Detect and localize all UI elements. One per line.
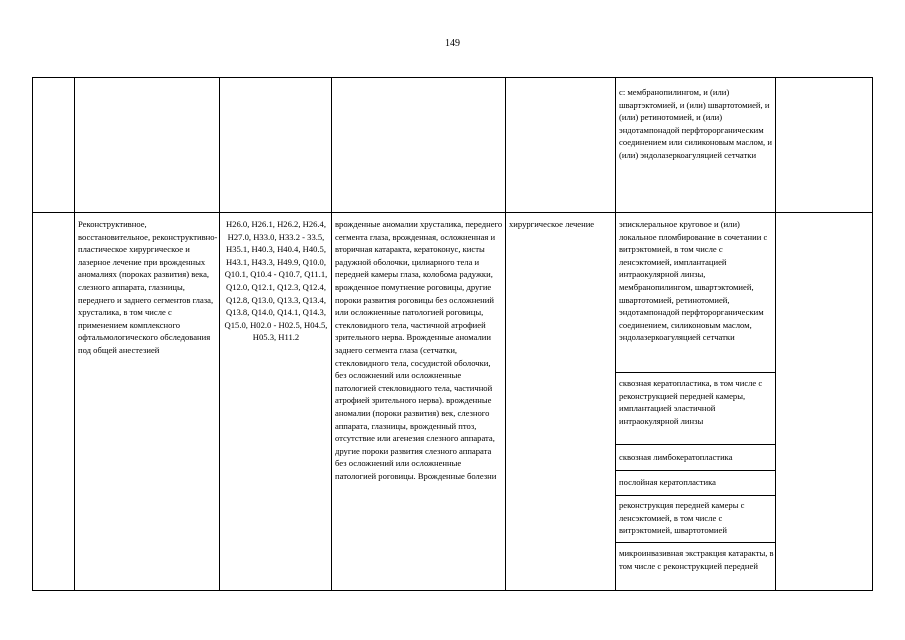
col-border bbox=[331, 77, 332, 591]
col-border bbox=[74, 77, 75, 591]
row2-name-cell: Реконструктивное, восстановительное, реконструктивно-пластическое хирургическое и лазерное лечение при врожденных аномалиях (пороках развития) века, слезного аппарата, глазницы, переднего и заднего сегментов глаза, хрусталика, в том числе с применением комплексного офтальмологического обследования под общей анестезией bbox=[78, 219, 218, 355]
col-border bbox=[505, 77, 506, 591]
row2-method-5: реконструкция передней камеры с ленсэктомией, в том числе с витрэктомией, швартотомией bbox=[619, 500, 745, 536]
method-separator bbox=[615, 372, 775, 373]
method-separator bbox=[615, 470, 775, 471]
table-top-border bbox=[32, 77, 873, 78]
page-number: 149 bbox=[445, 38, 460, 49]
col-border bbox=[32, 77, 33, 591]
row2-method-4: послойная кератопластика bbox=[619, 477, 716, 487]
col-border bbox=[775, 77, 776, 591]
row2-method-2: сквозная кератопластика, в том числе с реконструкцией передней камеры, имплантацией эластичной интраокулярной линзы bbox=[619, 378, 763, 426]
row2-model-cell: врожденные аномалии хрусталика, переднего сегмента глаза, врожденная, осложненная и вторичная катаракта, кератоконус, кисты радужной оболочки, цилиарного тела и передней камеры глаза, колобома радужки, врожденное помутнение роговицы, другие пороки развития роговицы без осложнений или осложненные патологией роговицы, стекловидного тела, частичной атрофией зрительного нерва. Врожденные аномалии заднего сегмента глаза (сетчатки, стекловидного тела, сосудистой оболочки, без осложнений или осложненные патологией стекловидного тела, частичной атрофией зрительного нерва). врожденные аномалии (пороки развития) век, слезного аппарата, глазницы, врожденный птоз, отсутствие или агенезия слезного аппарата, другие пороки развития слезного аппарата без осложнений или осложненные патологией роговицы. Врожденные болезни bbox=[335, 219, 503, 481]
row2-codes-cell: H26.0, H26.1, H26.2, H26.4, H27.0, H33.0, H33.2 - 33.5, H35.1, H40.3, H40.4, H40.5, H43.1, H43.3, H49.9, Q10.0, Q10.1, Q10.4 - Q10.7, Q11.1, Q12.0, Q12.1, Q12.3, Q12.4, Q12.8, Q13.0, Q13.3, Q13.4, Q13.8, Q14.0, Q14.1, Q14.3, Q15.0, H02.0 - H02.5, H04.5, H05.3, H11.2 bbox=[224, 219, 328, 343]
row2-method-6: микроинвазивная экстракция катаракты, в том числе с реконструкцией передней bbox=[619, 548, 774, 571]
col-border bbox=[219, 77, 220, 591]
row-separator bbox=[32, 212, 873, 213]
method-separator bbox=[615, 495, 775, 496]
col-border bbox=[615, 77, 616, 591]
col-border bbox=[872, 77, 873, 591]
row1-methods-cell: с: мембранопилингом, и (или) швартэктомией, и (или) швартотомией, и (или) ретинотомией, и (или) эндотампонадой перфторорганическим соединением или силиконовым маслом, и (или) эндолазеркоагуляцией сетчатки bbox=[619, 87, 772, 160]
method-separator bbox=[615, 444, 775, 445]
row2-type-cell: хирургическое лечение bbox=[509, 219, 595, 229]
row2-method-1: эписклеральное круговое и (или) локальное пломбирование в сочетании с витрэктомией, в том числе с ленсэктомией, имплантацией интраокулярной линзы, мембранопилингом, швартэктомией, швартотомией, ретинотомией, эндотампонадой перфторорганическим соединением, силиконовым маслом, эндолазеркоагуляцией сетчатки bbox=[619, 219, 768, 343]
row2-method-3: сквозная лимбокератопластика bbox=[619, 452, 733, 462]
table-bottom-border bbox=[32, 590, 873, 591]
method-separator bbox=[615, 542, 775, 543]
